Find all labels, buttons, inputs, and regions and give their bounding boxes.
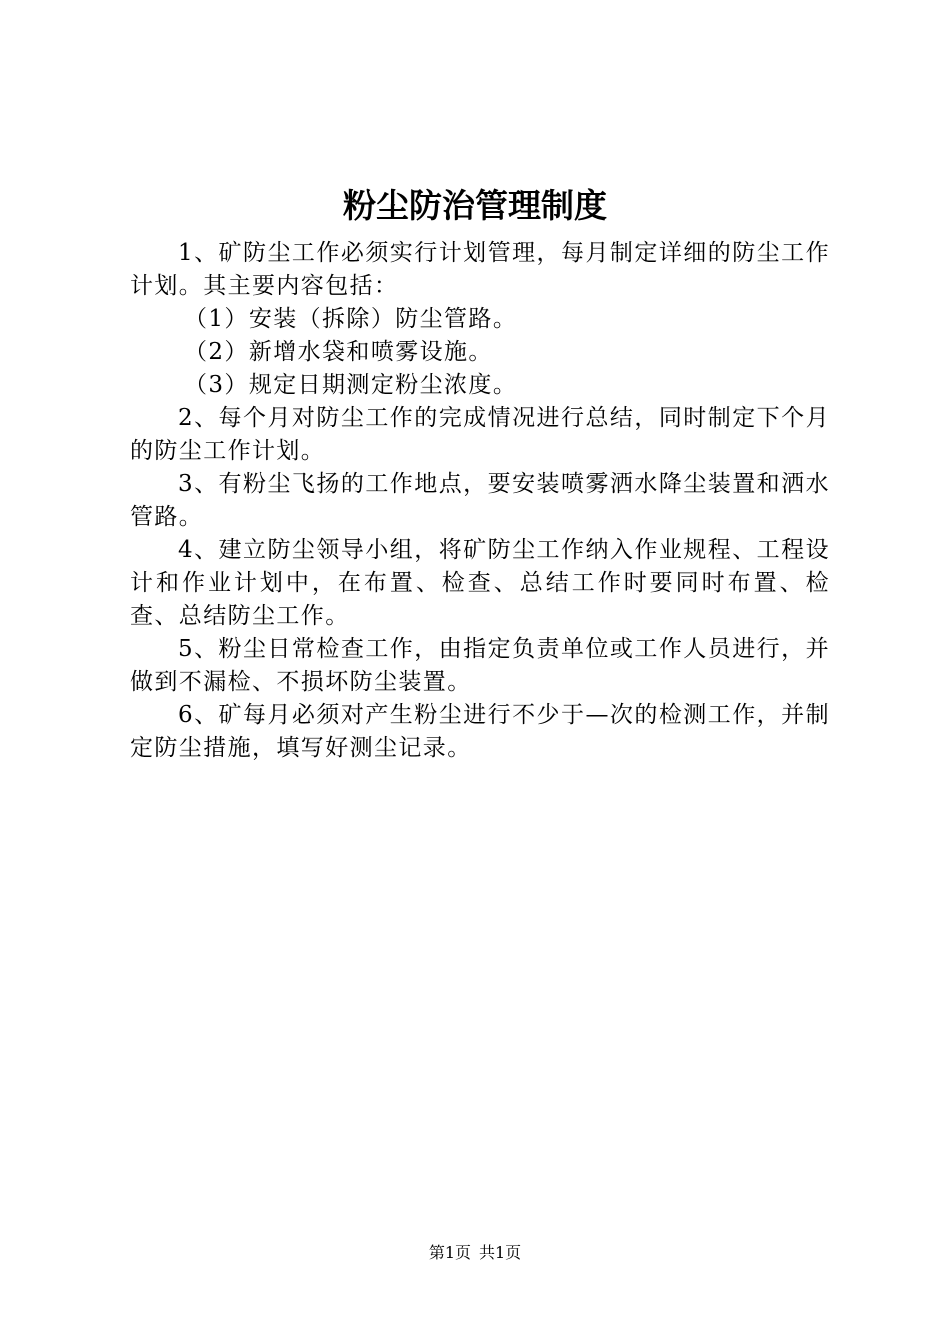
page-number: 第1页 — [428, 1243, 471, 1262]
paragraph-4: 4、建立防尘领导小组，将矿防尘工作纳入作业规程、工程设计和作业计划中，在布置、检查、总结工作时要同时布置、检查、总结防尘工作。 — [130, 537, 830, 629]
document-body — [130, 237, 830, 765]
document-title: 粉尘防治管理制度 — [343, 186, 607, 225]
sub-item-1: （1）安装（拆除）防尘管路。 — [184, 306, 518, 332]
page-footer — [0, 1242, 950, 1264]
paragraph-2: 2、每个月对防尘工作的完成情况进行总结，同时制定下个月的防尘工作计划。 — [130, 405, 830, 464]
paragraph-5: 5、粉尘日常检查工作，由指定负责单位或工作人员进行，并做到不漏检、不损坏防尘装置。 — [130, 636, 830, 695]
sub-item-3: （3）规定日期测定粉尘浓度。 — [184, 372, 518, 398]
paragraph-3: 3、有粉尘飞扬的工作地点，要安装喷雾洒水降尘装置和洒水管路。 — [130, 471, 830, 530]
page-total: 共1页 — [479, 1243, 522, 1262]
paragraph-6: 6、矿每月必须对产生粉尘进行不少于—次的检测工作，并制定防尘措施，填写好测尘记录。 — [130, 702, 830, 761]
paragraph-1: 1、矿防尘工作必须实行计划管理，每月制定详细的防尘工作计划。其主要内容包括： — [130, 240, 830, 299]
sub-item-2: （2）新增水袋和喷雾设施。 — [184, 339, 493, 365]
